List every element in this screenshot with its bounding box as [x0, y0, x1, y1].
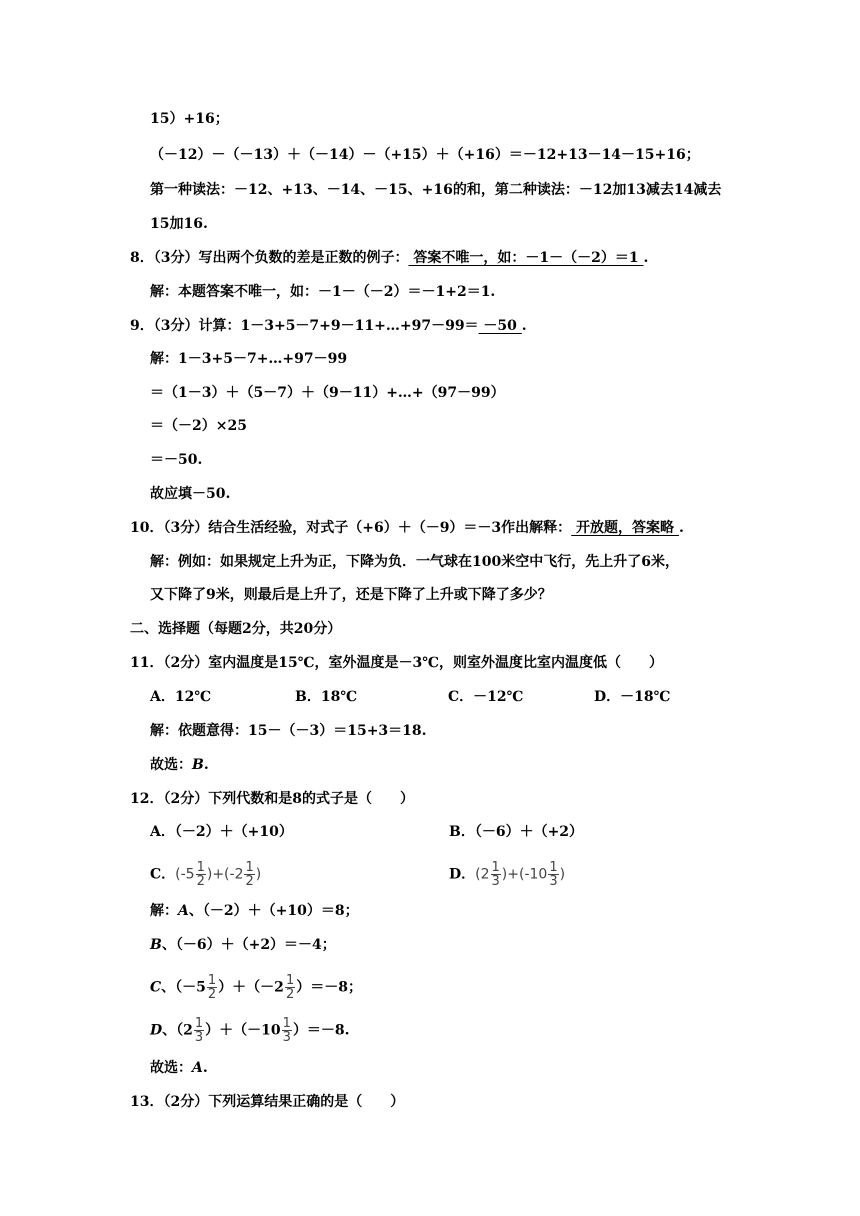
- solution-line: 故应填－50.: [150, 486, 231, 502]
- fraction-one-third: [194, 1017, 204, 1044]
- fraction-one-half: [285, 974, 295, 1001]
- period: .: [203, 757, 209, 773]
- question-8: [130, 248, 648, 268]
- option-d: D．－18℃: [594, 689, 671, 705]
- math-part: ): [255, 866, 262, 883]
- solution-line: 解：本题答案不唯一，如：－1－（－2）＝－1+2＝1.: [150, 284, 496, 300]
- question-9: [130, 316, 527, 336]
- numerator: 1: [245, 860, 254, 875]
- solution-text: 、（－6）＋（+2）＝－4；: [161, 937, 336, 953]
- option-letter: D: [150, 1022, 163, 1039]
- solution-text: ）＋（－10: [205, 1022, 281, 1039]
- denominator: 3: [491, 874, 500, 889]
- solution-text: 、（－5: [161, 979, 206, 996]
- answer-blank: 开放题，答案略: [571, 520, 679, 536]
- solution-line: 解：例如：如果规定上升为正，下降为负．一气球在100米空中飞行，先上升了6米，: [150, 554, 679, 570]
- option-a: A．（－2）＋（+10）: [150, 824, 293, 840]
- numerator: 1: [285, 973, 295, 988]
- solution-prefix: 解：: [150, 903, 178, 919]
- option-label: D．: [449, 866, 476, 883]
- solution-line: [150, 1017, 350, 1044]
- fraction-one-half: [196, 861, 206, 888]
- answer-blank: －50: [478, 318, 522, 334]
- option-c: C．－12℃: [448, 689, 524, 705]
- period: .: [521, 318, 527, 334]
- question-10: [130, 518, 684, 538]
- solution-line: ＝－50.: [150, 452, 203, 468]
- option-letter: C: [150, 979, 162, 996]
- answer-line: [150, 1058, 208, 1078]
- solution-line: [150, 935, 336, 955]
- period: .: [202, 1060, 208, 1076]
- answer-letter: A: [192, 1060, 203, 1076]
- text-line: 15加16.: [150, 216, 208, 232]
- text-line: （－12）－（－13）＋（－14）－（+15）＋（+16）＝－12+13－14－15+16；: [150, 147, 700, 163]
- fraction-one-half: [207, 974, 217, 1001]
- option-a: A．12℃: [150, 689, 212, 705]
- solution-line: 又下降了9米，则最后是上升了，还是下降了上升或下降了多少？: [150, 587, 552, 603]
- math-part: (2: [475, 866, 490, 883]
- answer-prefix: 故选：: [150, 757, 192, 773]
- fraction-one-third: [282, 1017, 292, 1044]
- question-11: 11．（2分）室内温度是15℃，室外温度是－3℃，则室外温度比室内温度低（ ）: [130, 655, 663, 671]
- option-label: C．: [150, 866, 176, 883]
- solution-line: 解：1－3+5－7+…+97－99: [150, 351, 348, 367]
- question-stem: 8．（3分）写出两个负数的差是正数的例子：: [130, 250, 409, 266]
- solution-text: ）＝－8.: [292, 1022, 350, 1039]
- denominator: 3: [282, 1030, 291, 1045]
- section-heading: 二、选择题（每题2分，共20分）: [130, 621, 342, 637]
- option-b: B．18℃: [295, 689, 358, 705]
- text-line: 第一种读法：－12、+13、－14、－15、+16的和，第二种读法：－12加13减去14减去: [150, 182, 722, 198]
- denominator: 3: [549, 874, 558, 889]
- question-12: 12．（2分）下列代数和是8的式子是（ ）: [130, 791, 414, 807]
- question-stem: 9．（3分）计算：1－3+5－7+9－11+…+97－99＝: [130, 318, 479, 334]
- math-part: )+(-10: [501, 866, 548, 883]
- math-part: (-5: [175, 866, 195, 883]
- solution-text: ）＝－8；: [296, 979, 362, 996]
- numerator: 1: [282, 1016, 291, 1031]
- period: .: [643, 250, 649, 266]
- question-13: 13．（2分）下列运算结果正确的是（ ）: [130, 1094, 405, 1110]
- answer-blank: 答案不唯一，如：－1－（－2）＝1: [408, 250, 644, 266]
- solution-line: ＝（1－3）＋（5－7）＋（9－11）+…+（97－99）: [150, 385, 505, 401]
- answer-line: [150, 755, 209, 775]
- option-b: B．（－6）＋（+2）: [449, 824, 584, 840]
- answer-prefix: 故选：: [150, 1060, 192, 1076]
- option-letter: A: [178, 903, 189, 919]
- option-letter: B: [150, 937, 162, 953]
- fraction-one-third: [491, 861, 501, 888]
- math-part: )+(-2: [206, 866, 244, 883]
- denominator: 2: [285, 987, 295, 1002]
- solution-line: 解：依题意得：15－（－3）＝15+3＝18.: [150, 723, 427, 739]
- numerator: 1: [207, 973, 217, 988]
- numerator: 1: [491, 860, 500, 875]
- numerator: 1: [549, 860, 558, 875]
- solution-line: ＝（－2）×25: [150, 418, 247, 434]
- text-line: 15）+16；: [150, 111, 229, 127]
- fraction-one-half: [244, 861, 254, 888]
- answer-letter: B: [192, 757, 204, 773]
- solution-line: [150, 901, 359, 921]
- solution-text: 、（－2）＋（+10）＝8；: [188, 903, 359, 919]
- denominator: 2: [207, 987, 217, 1002]
- solution-text: ）＋（－2: [218, 979, 284, 996]
- math-part: ): [559, 866, 566, 883]
- question-stem: 10．（3分）结合生活经验，对式子（+6）＋（－9）＝－3作出解释：: [130, 520, 572, 536]
- numerator: 1: [194, 1016, 204, 1031]
- option-c: [150, 861, 261, 888]
- solution-line: [150, 974, 362, 1001]
- solution-text: 、（2: [162, 1022, 193, 1039]
- denominator: 2: [196, 874, 205, 889]
- denominator: 3: [194, 1030, 204, 1045]
- fraction-one-third: [548, 861, 558, 888]
- period: .: [678, 520, 684, 536]
- denominator: 2: [245, 874, 254, 889]
- option-d: [449, 861, 565, 888]
- numerator: 1: [196, 860, 205, 875]
